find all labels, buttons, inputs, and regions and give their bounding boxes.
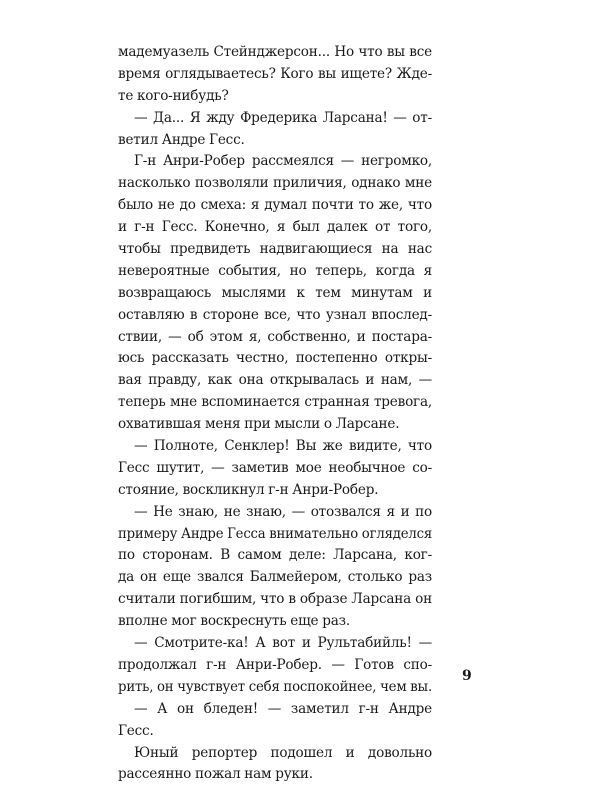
text-line: стояние, воскликнул г-н Анри-Робер. [118, 481, 379, 498]
text-line: считали погибшим, что в образе Ларсана он [118, 591, 432, 608]
text-line: и г-н Гесс. Конечно, я был далек от того, [118, 219, 432, 236]
text-line: те кого-нибудь? [118, 87, 229, 104]
text-line: Гесс. [118, 722, 154, 739]
text-line: по сторонам. В самом деле: Ларсана, ког- [118, 547, 432, 564]
text-line: невероятные события, но теперь, когда я [118, 262, 432, 279]
text-line: насколько позволяли приличия, однако мне [118, 175, 432, 192]
text-line: ветил Андре Гесс. [118, 131, 245, 148]
text-line: примеру Андре Гесса внимательно огляделся [118, 525, 432, 542]
page-number: 9 [462, 668, 472, 684]
text-line: — Полноте, Сенклер! Вы же видите, что [134, 438, 432, 455]
text-line: рить, он чувствует себя поспокойнее, чем вы. [118, 678, 432, 695]
text-line: — Смотрите-ка! А вот и Рультабийль! — [134, 635, 432, 652]
text-line: охватившая меня при мысли о Ларсане. [118, 416, 400, 433]
text-line: да он еще звался Балмейером, столько раз [118, 569, 432, 586]
text-line: юсь рассказать честно, постепенно откры- [118, 350, 432, 367]
text-line: было не до смеха: я думал почти то же, что [118, 197, 432, 214]
text-line: Г-н Анри-Робер рассмеялся — негромко, [134, 153, 432, 170]
body-text [118, 42, 432, 786]
text-line: время оглядываетесь? Кого вы ищете? Жде- [118, 65, 432, 82]
text-line: — Не знаю, не знаю, — отозвался я и по [134, 503, 432, 520]
text-line: возвращаюсь мыслями к тем минутам и [118, 284, 432, 301]
text-line: — А он бледен! — заметил г-н Андре [134, 700, 432, 717]
text-line: чтобы предвидеть надвигающиеся на нас [118, 241, 432, 258]
text-line: — Да... Я жду Фредерика Ларсана! — от- [134, 109, 432, 126]
text-line: вполне мог воскреснуть еще раз. [118, 613, 350, 630]
text-line: мадемуазель Стейнджерсон... Но что вы все [118, 44, 432, 60]
text-line: продолжал г-н Анри-Робер. — Готов спо- [118, 656, 432, 673]
text-line: Юный репортер подошел и довольно [134, 744, 432, 761]
text-line: рассеянно пожал нам руки. [118, 766, 313, 783]
text-line: теперь мне вспоминается странная тревога, [118, 394, 432, 411]
text-line: вая правду, как она открывалась и нам, — [118, 372, 432, 389]
text-line: оставляю в стороне все, что узнал впослед- [118, 306, 432, 323]
text-line: ствии, — об этом я, собственно, и постара- [118, 328, 432, 345]
text-line: Гесс шутит, — заметив мое необычное со- [118, 459, 432, 476]
